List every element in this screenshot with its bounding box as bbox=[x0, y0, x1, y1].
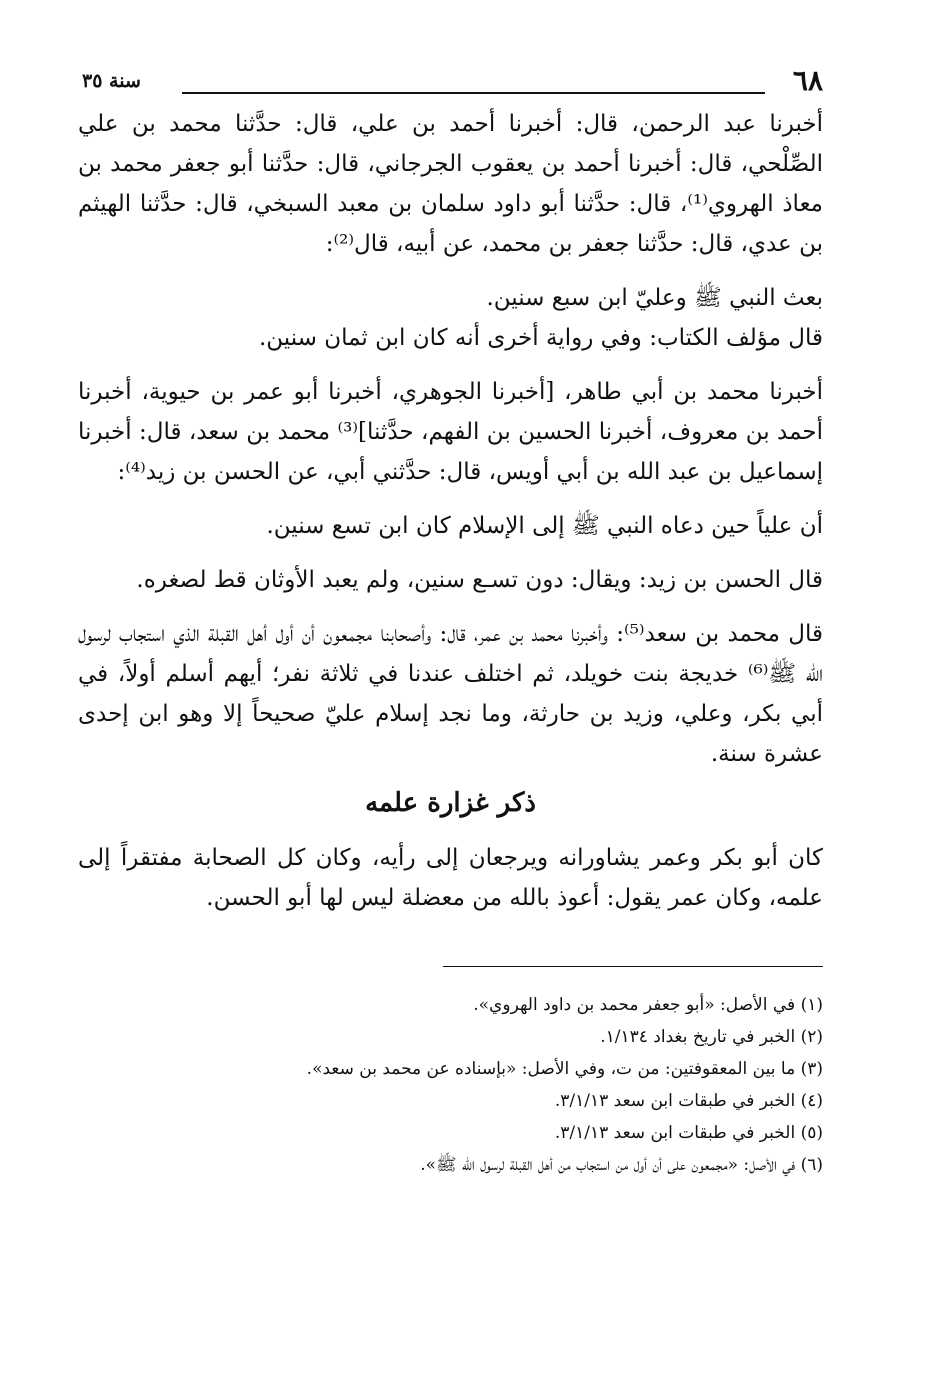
paragraph-author-note: قال مؤلف الكتاب: وفي رواية أخرى أنه كان ابن ثمان سنين. bbox=[258, 325, 823, 351]
section-heading: ذكر غزارة علمه bbox=[365, 788, 536, 818]
page-number: ٦٨ bbox=[792, 64, 823, 97]
footnote-3: (٣) ما بين المعقوفتين: من ت، وفي الأصل: «بإسناده عن محمد بن سعد». bbox=[306, 1059, 823, 1079]
paragraph-report-1: بعث النبي ﷺ وعليّ ابن سبع سنين. bbox=[486, 285, 823, 311]
page-header bbox=[78, 60, 823, 104]
footnote-1: (١) في الأصل: «أبو جعفر محمد بن داود الهروي». bbox=[473, 995, 823, 1015]
footnote-6: (٦) في الأصل: «مجمعون على أن أول من استجاب من أهل القبلة لرسول الله ﷺ». bbox=[420, 1155, 823, 1175]
footnote-4: (٤) الخبر في طبقات ابن سعد ٣/١/١٣. bbox=[554, 1091, 823, 1111]
section-paragraph: كان أبو بكر وعمر يشاورانه ويرجعان إلى رأيه، وكان كل الصحابة مفتقراً إلى علمه، وكان عمر يقول: أعوذ بالله من معضلة ليس لها أبو الحسن. bbox=[78, 845, 823, 911]
running-title: سنة ٣٥ bbox=[82, 70, 141, 92]
paragraph-report-4: قال محمد بن سعد⁽⁵⁾: وأخبرنا محمد بن عمر، قال: وأصحابنا مجمعون أن أول أهل القبلة الذي استجاب لرسول الله ﷺ⁽⁶⁾ خديجة بنت خويلد، ثم اختلف عندنا في ثلاثة نفر؛ أيهم أسلم أولاً، في أبي بكر، وعلي، وزيد بن حارثة، وما نجد إسلام عليّ صحيحاً إلا وهو ابن إحدى عشرة سنة. bbox=[78, 621, 823, 767]
footnote-2: (٢) الخبر في تاريخ بغداد ١/١٣٤. bbox=[600, 1027, 823, 1047]
paragraph-isnad-2: أخبرنا محمد بن أبي طاهر، [أخبرنا الجوهري، أخبرنا أبو عمر بن حيوية، أخبرنا أحمد بن معروف، أخبرنا الحسين بن الفهم، حدَّثنا]⁽³⁾ محمد بن سعد، قال: أخبرنا إسماعيل بن عبد الله بن أبي أويس، قال: حدَّثني أبي، عن الحسن بن زيد⁽⁴⁾: bbox=[78, 379, 823, 485]
footnotes bbox=[78, 989, 823, 1181]
header-rule bbox=[182, 92, 765, 94]
book-page bbox=[78, 60, 823, 1181]
paragraph-report-2: أن علياً حين دعاه النبي ﷺ إلى الإسلام كان ابن تسع سنين. bbox=[266, 513, 823, 539]
paragraph-report-3: قال الحسن بن زيد: ويقال: دون تسـع سنين، ولم يعبد الأوثان قط لصغره. bbox=[136, 567, 823, 593]
footnote-5: (٥) الخبر في طبقات ابن سعد ٣/١/١٣. bbox=[554, 1123, 823, 1143]
paragraph-isnad-1: أخبرنا عبد الرحمن، قال: أخبرنا أحمد بن علي، قال: حدَّثنا محمد بن علي الصِّلْحي، قال: أخبرنا أحمد بن يعقوب الجرجاني، قال: حدَّثنا أبو جعفر محمد بن معاذ الهروي⁽¹⁾، قال: حدَّثنا أبو داود سلمان بن معبد السبخي، قال: حدَّثنا الهيثم بن عدي، قال: حدَّثنا جعفر بن محمد، عن أبيه، قال⁽²⁾: bbox=[78, 111, 823, 257]
footnote-divider bbox=[443, 966, 823, 967]
